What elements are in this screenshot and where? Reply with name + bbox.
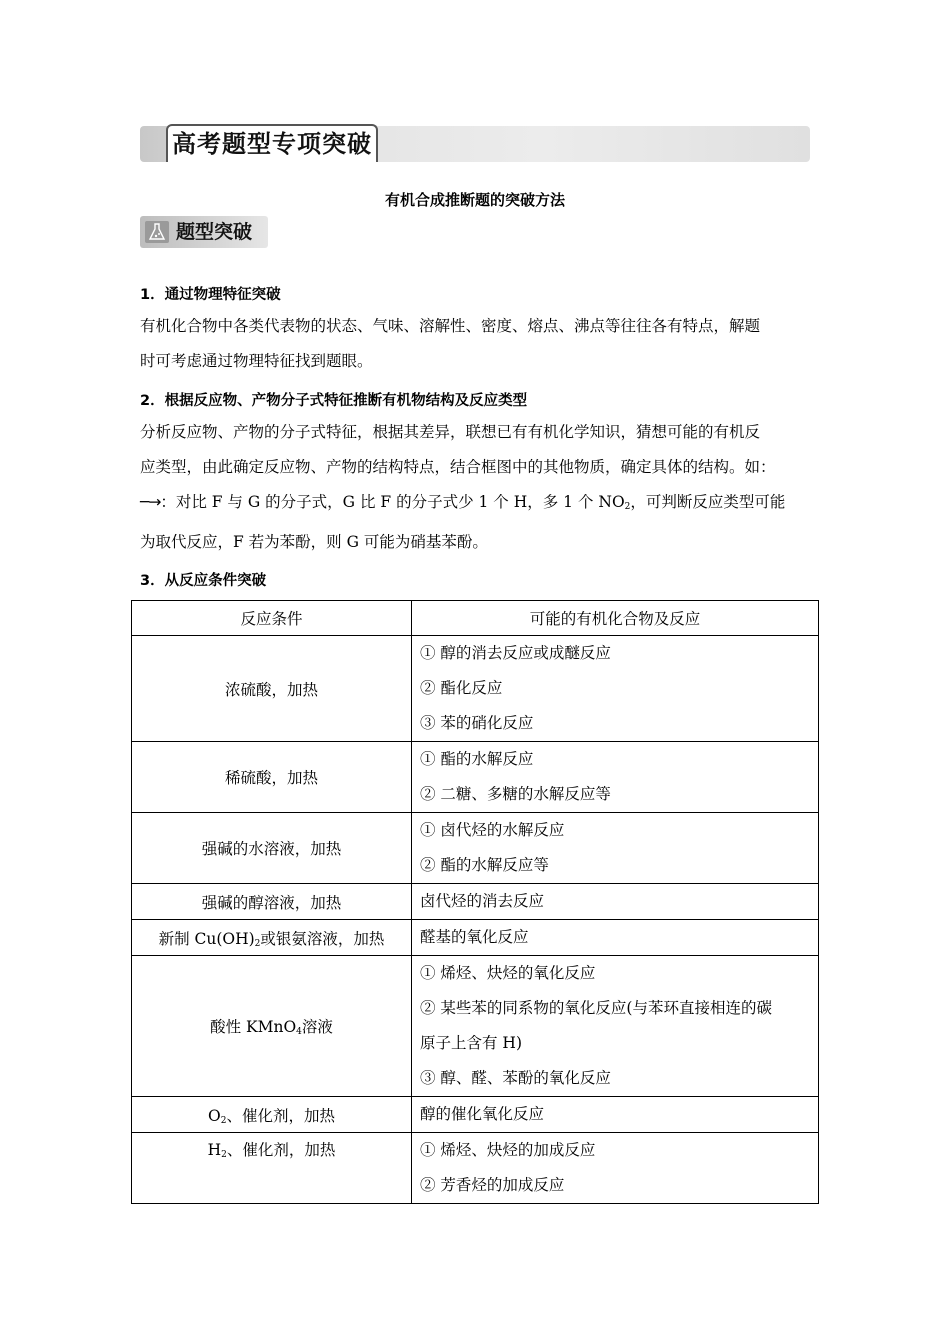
column-header: 可能的有机化合物及反应 <box>412 601 819 636</box>
reaction-item: ② 酯的水解反应等 <box>420 856 549 874</box>
reaction-item: ③ 苯的硝化反应 <box>420 714 534 732</box>
reaction-item: ① 酯的水解反应 <box>420 750 534 768</box>
subscript: 2 <box>624 502 631 512</box>
reaction-item: 醇的催化氧化反应 <box>420 1105 545 1123</box>
reaction-item: ② 酯化反应 <box>420 679 503 697</box>
section-badge <box>140 216 268 248</box>
reaction-cell <box>412 956 819 1097</box>
paragraph-1 <box>140 309 812 379</box>
paragraph-1-line: 有机化合物中各类代表物的状态、气味、溶解性、密度、熔点、沸点等往往各有特点，解题 <box>140 317 761 335</box>
table-row <box>132 813 819 884</box>
reaction-cell <box>412 636 819 742</box>
condition-text: H <box>207 1141 222 1159</box>
subscript: 2 <box>220 1115 227 1126</box>
comparison-text-end: ，可判断反应类型可能 <box>630 493 786 511</box>
reaction-cell <box>412 884 819 920</box>
reaction-cell <box>412 1097 819 1133</box>
reaction-conditions-table <box>131 600 819 1204</box>
reaction-cell <box>412 920 819 956</box>
reaction-item: ① 烯烃、炔烃的氧化反应 <box>420 964 596 982</box>
condition-text: 、催化剂，加热 <box>226 1106 335 1125</box>
table-row <box>132 742 819 813</box>
paragraph-2-line: 分析反应物、产物的分子式特征，根据其差异，联想已有有机化学知识，猜想可能的有机反 <box>140 423 761 441</box>
reaction-item: 卤代烃的消去反应 <box>420 892 545 910</box>
reaction-item: ② 某些苯的同系物的氧化反应(与苯环直接相连的碳 <box>420 999 772 1017</box>
condition-cell: 强碱的水溶液，加热 <box>132 813 412 884</box>
reaction-item: ① 卤代烃的水解反应 <box>420 821 565 839</box>
condition-text: 或银氨溶液，加热 <box>260 929 385 948</box>
heading-3: 3．从反应条件突破 <box>140 573 267 589</box>
reaction-item: ② 芳香烃的加成反应 <box>420 1176 565 1194</box>
paragraph-2-line <box>140 485 812 525</box>
heading-1: 1．通过物理特征突破 <box>140 287 281 303</box>
reaction-cell <box>412 1133 819 1204</box>
section-label: 题型突破 <box>176 221 253 243</box>
reaction-item: ② 二糖、多糖的水解反应等 <box>420 785 611 803</box>
reaction-item: 醛基的氧化反应 <box>420 928 529 946</box>
condition-text: 、催化剂，加热 <box>226 1141 336 1159</box>
table-row <box>132 636 819 742</box>
paragraph-2 <box>140 415 812 560</box>
subscript: 2 <box>254 938 261 949</box>
subscript: 4 <box>296 1027 302 1037</box>
paragraph-1-line: 时可考虑通过物理特征找到题眼。 <box>140 352 373 370</box>
column-header: 反应条件 <box>132 601 412 636</box>
table-header-row <box>132 601 819 636</box>
condition-cell: 浓硫酸，加热 <box>132 636 412 742</box>
heading-2: 2．根据反应物、产物分子式特征推断有机物结构及反应类型 <box>140 393 528 409</box>
condition-cell: 强碱的醇溶液，加热 <box>132 884 412 920</box>
reaction-item: ③ 醇、醛、苯酚的氧化反应 <box>420 1069 611 1087</box>
condition-text: 酸性 KMnO <box>210 1018 297 1036</box>
flask-icon <box>145 221 169 243</box>
reaction-item: 原子上含有 H) <box>420 1034 522 1052</box>
paragraph-2-line: 应类型，由此确定反应物、产物的结构特点，结合框图中的其他物质，确定具体的结构。如： <box>140 458 776 476</box>
table-row <box>132 956 819 1097</box>
reaction-cell <box>412 813 819 884</box>
table-row <box>132 1097 819 1133</box>
condition-cell: 稀硫酸，加热 <box>132 742 412 813</box>
condition-text: 溶液 <box>301 1018 333 1036</box>
reaction-item: ① 醇的消去反应或成醚反应 <box>420 644 611 662</box>
paragraph-2-line: 为取代反应，F 若为苯酚，则 G 可能为硝基苯酚。 <box>140 533 488 551</box>
condition-text: 新制 Cu(OH) <box>158 929 255 948</box>
condition-cell <box>132 920 412 956</box>
comparison-text: ：对比 F 与 G 的分子式，G 比 F 的分子式少 1 个 H，多 1 个 NO <box>160 493 625 511</box>
reaction-item: ① 烯烃、炔烃的加成反应 <box>420 1141 596 1159</box>
document-title: 有机合成推断题的突破方法 <box>384 191 565 209</box>
condition-text: O <box>208 1106 221 1125</box>
table-row <box>132 884 819 920</box>
table-row <box>132 1133 819 1204</box>
condition-cell <box>132 1133 412 1204</box>
reaction-arrow: ─→ <box>140 493 161 511</box>
table-row <box>132 920 819 956</box>
banner-title: 高考题型专项突破 <box>166 124 378 162</box>
condition-cell <box>132 1097 412 1133</box>
reaction-cell <box>412 742 819 813</box>
subscript: 2 <box>221 1150 227 1160</box>
condition-cell <box>132 956 412 1097</box>
